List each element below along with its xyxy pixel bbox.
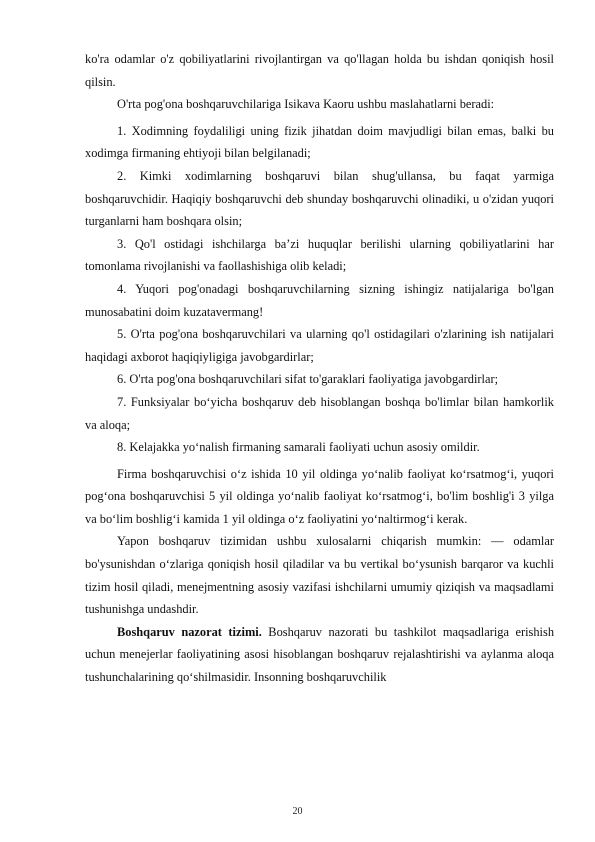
list-item-7: 7. Funksiyalar bo‘yicha boshqaruv deb hisoblangan boshqa bo'limlar bilan hamkorlik va aloqa; [85,394,554,432]
list-item-5: 5. O'rta pog'ona boshqaruvchilari va ularning qo'l ostidagilari o'zlarining ish natijalari haqidagi axborot haqiqiyligiga javobgardirlar; [85,327,554,364]
list-item-4: 4. Yuqori pog'onadagi boshqaruvchilarning sizning ishingiz natijalariga bo'lgan munosabatini doim kuzatavermang! [85,281,554,319]
list-item-8: 8. Kelajakka yo‘nalish firmaning samarali faoliyati uchun asosiy omildir. [117,440,480,455]
paragraph-conclusion: Yapon boshqaruv tizimidan ushbu xulosalarni chiqarish mumkin: — odamlar bo'ysunishdan o‘zlariga qoniqish hosil qiladilar va bu vertikal bo‘ysunish barqaror va kuchli tizim hosil qiladi, menejmentning asosiy vazifasi ishchilarni umumiy qiziqish va maqsadlami tushunishga undashdir. [85,534,554,617]
paragraph-control-system [85,621,554,689]
list-item-6: 6. O'rta pog'ona boshqaruvchilari sifat to'garaklari faoliyatiga javobgardirlar; [117,372,499,387]
paragraph-manager-horizon: Firma boshqaruvchisi o‘z ishida 10 yil oldinga yo‘nalib faoliyat ko‘rsatmog‘i, yuqori pog‘ona boshqaruvchisi 5 yil oldinga yo‘nalib faoliyat ko‘rsatmog‘i, bo'lim boshlig'i 3 yilga va bo‘lim boshlig‘i kamida 1 yil oldinga o‘z faoliyatini yo‘naltirmog‘i kerak. [85,466,554,526]
list-item-3: 3. Qo'l ostidagi ishchilarga ba’zi huquqlar berilishi ularning qobiliyatlarini har tomonlama rivojlanishi va faollashishiga olib keladi; [85,236,554,274]
paragraph-control-text: Boshqaruv nazorati bu tashkilot maqsadlariga erishish uchun menejerlar faoliyatining asosi hisoblangan boshqaruv rejalashtirishi va aylanma aloqa tushunchalarining qo‘shilmasidir. Insonning boshqaruvchilik [85,624,555,685]
page-number: 20 [292,806,303,817]
list-item-2: 2. Kimki xodimlarning boshqaruvi bilan shug'ullansa, bu faqat yarmiga boshqaruvchidir. Haqiqiy boshqaruvchi deb shunday boshqaruvchi olinadiki, u o'zidan yuqori turganlarni ham boshqara olsin; [85,168,554,229]
paragraph-intro: O'rta pog'ona boshqaruvchilariga Isikava Kaoru ushbu maslahatlarni beradi: [117,97,495,112]
paragraph-continuation: ko'ra odamlar o'z qobiliyatlarini rivojlantirgan va qo'llagan holda bu ishdan qoniqish hosil qilsin. [85,52,554,89]
section-heading: Boshqaruv nazorat tizimi. [117,624,262,639]
list-item-1: 1. Xodimning foydaliligi uning fizik jihatdan doim mavjudligi bilan emas, balki bu xodimga firmaning ehtiyoji bilan belgilanadi; [85,123,554,161]
document-page [85,48,554,689]
